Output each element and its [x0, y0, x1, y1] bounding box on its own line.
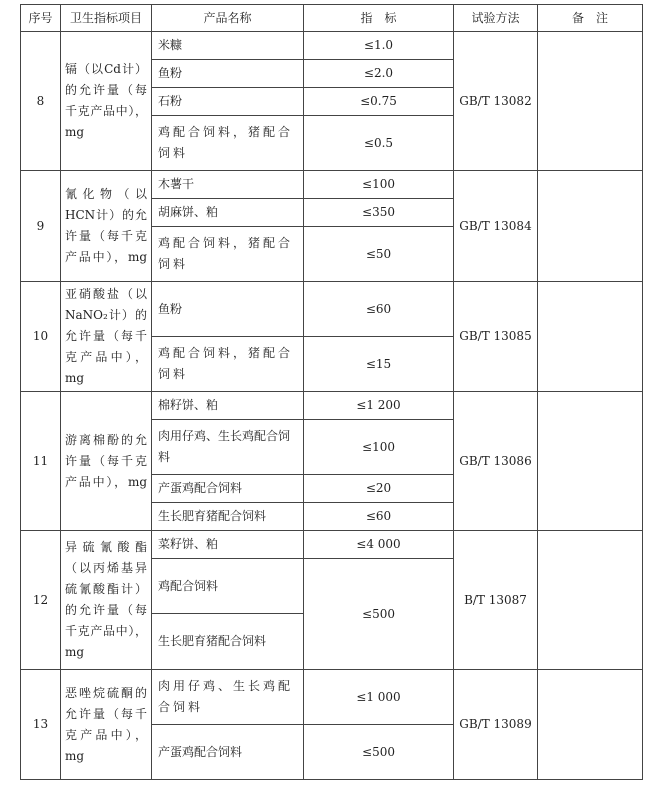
product-cell: 产蛋鸡配合饲料 — [152, 725, 304, 780]
item-cell: 游离棉酚的允许量（每千克产品中），mg — [61, 392, 152, 531]
table-row — [21, 392, 643, 420]
index-cell: ≤20 — [304, 475, 454, 503]
table-row — [21, 531, 643, 559]
index-cell: ≤2.0 — [304, 60, 454, 88]
product-cell: 石粉 — [152, 88, 304, 116]
note-cell — [538, 531, 643, 670]
note-cell — [538, 32, 643, 171]
index-cell: ≤0.5 — [304, 116, 454, 171]
note-cell — [538, 171, 643, 282]
header-note: 备 注 — [538, 5, 643, 32]
item-cell: 镉（以Cd计）的允许量（每千克产品中），mg — [61, 32, 152, 171]
index-cell: ≤1 200 — [304, 392, 454, 420]
header-item: 卫生指标项目 — [61, 5, 152, 32]
table-row — [21, 282, 643, 337]
index-cell: ≤500 — [304, 559, 454, 670]
note-cell — [538, 392, 643, 531]
index-cell: ≤60 — [304, 282, 454, 337]
table-row — [21, 32, 643, 60]
item-cell: 亚硝酸盐（以NaNO₂计）的允许量（每千克产品中），mg — [61, 282, 152, 392]
product-cell: 鸡配合饲料，猪配合饲料 — [152, 116, 304, 171]
seq-cell: 9 — [21, 171, 61, 282]
seq-cell: 12 — [21, 531, 61, 670]
method-cell: B/T 13087 — [454, 531, 538, 670]
product-cell: 棉籽饼、粕 — [152, 392, 304, 420]
product-cell: 胡麻饼、粕 — [152, 199, 304, 227]
method-cell: GB/T 13084 — [454, 171, 538, 282]
product-cell: 鱼粉 — [152, 282, 304, 337]
index-cell: ≤4 000 — [304, 531, 454, 559]
method-cell: GB/T 13085 — [454, 282, 538, 392]
index-cell: ≤350 — [304, 199, 454, 227]
product-cell: 生长肥育猪配合饲料 — [152, 503, 304, 531]
seq-cell: 8 — [21, 32, 61, 171]
index-cell: ≤500 — [304, 725, 454, 780]
index-cell: ≤1.0 — [304, 32, 454, 60]
product-cell: 鱼粉 — [152, 60, 304, 88]
index-cell: ≤100 — [304, 420, 454, 475]
note-cell — [538, 670, 643, 780]
product-cell: 鸡配合饲料，猪配合饲料 — [152, 337, 304, 392]
table-row — [21, 171, 643, 199]
product-cell: 米糠 — [152, 32, 304, 60]
note-cell — [538, 282, 643, 392]
method-cell: GB/T 13082 — [454, 32, 538, 171]
index-cell: ≤15 — [304, 337, 454, 392]
index-cell: ≤1 000 — [304, 670, 454, 725]
header-product: 产品名称 — [152, 5, 304, 32]
index-cell: ≤60 — [304, 503, 454, 531]
product-cell: 肉用仔鸡、生长鸡配合饲料 — [152, 670, 304, 725]
product-cell: 木薯干 — [152, 171, 304, 199]
seq-cell: 11 — [21, 392, 61, 531]
item-cell: 恶唑烷硫酮的允许量（每千克产品中），mg — [61, 670, 152, 780]
product-cell: 鸡配合饲料 — [152, 559, 304, 614]
product-cell: 鸡配合饲料，猪配合饲料 — [152, 227, 304, 282]
item-cell: 异硫氰酸酯（以丙烯基异硫氰酸酯计）的允许量（每千克产品中），mg — [61, 531, 152, 670]
index-cell: ≤100 — [304, 171, 454, 199]
header-seq: 序号 — [21, 5, 61, 32]
header-index: 指 标 — [304, 5, 454, 32]
product-cell: 肉用仔鸡、生长鸡配合饲料 — [152, 420, 304, 475]
item-cell: 氰化物（以HCN计）的允许量（每千克产品中），mg — [61, 171, 152, 282]
table-row — [21, 670, 643, 725]
seq-cell: 13 — [21, 670, 61, 780]
product-cell: 生长肥育猪配合饲料 — [152, 614, 304, 670]
product-cell: 产蛋鸡配合饲料 — [152, 475, 304, 503]
header-row — [21, 5, 643, 32]
method-cell: GB/T 13086 — [454, 392, 538, 531]
hygiene-standards-table — [20, 4, 643, 780]
header-method: 试验方法 — [454, 5, 538, 32]
seq-cell: 10 — [21, 282, 61, 392]
index-cell: ≤0.75 — [304, 88, 454, 116]
product-cell: 菜籽饼、粕 — [152, 531, 304, 559]
index-cell: ≤50 — [304, 227, 454, 282]
method-cell: GB/T 13089 — [454, 670, 538, 780]
